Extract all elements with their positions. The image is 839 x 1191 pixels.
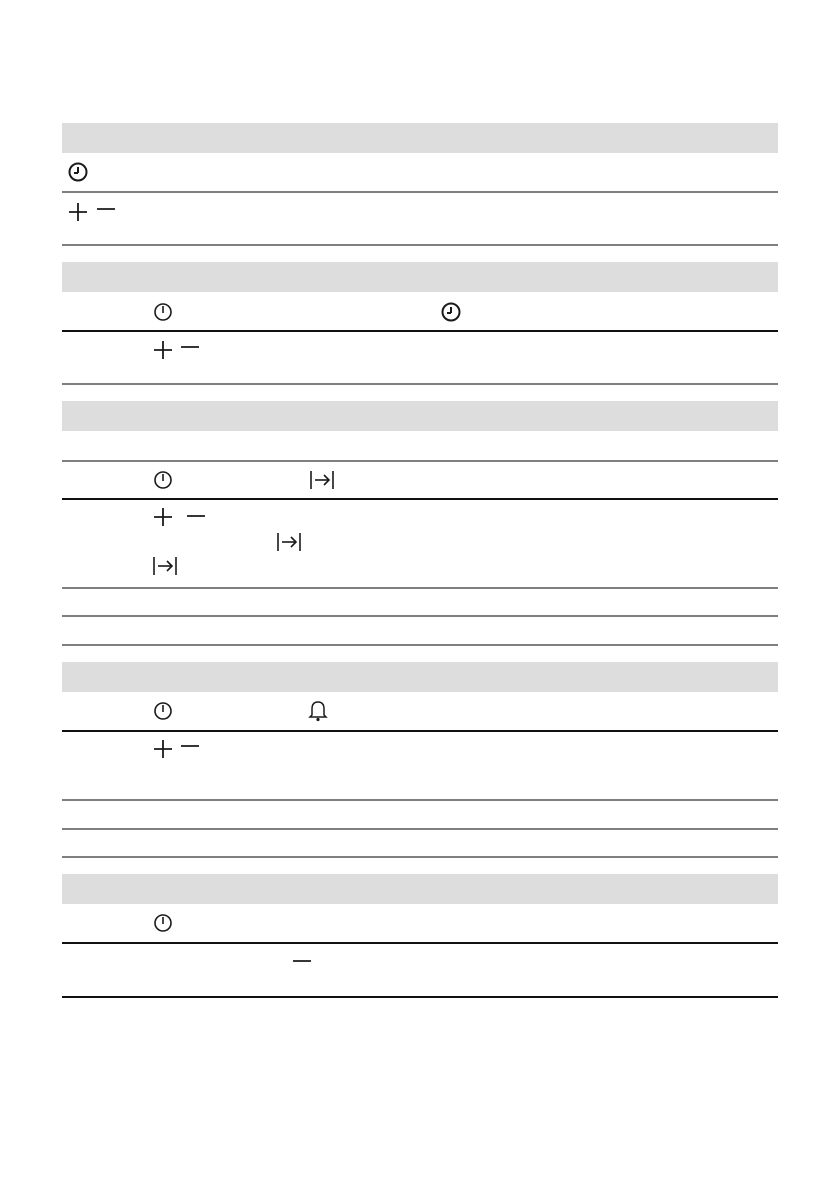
end-icon xyxy=(311,471,333,489)
plus-icon xyxy=(154,341,172,359)
section-1-header xyxy=(62,123,778,153)
plus-icon xyxy=(69,203,87,221)
clock-icon xyxy=(155,304,171,320)
end-icon xyxy=(154,557,176,575)
clock-face-icon xyxy=(443,304,460,321)
section-4-header xyxy=(62,662,778,692)
clock-icon xyxy=(155,703,171,719)
plus-icon xyxy=(154,740,172,758)
section-5-header xyxy=(62,874,778,904)
bell-icon xyxy=(310,702,326,721)
section-2-header xyxy=(62,262,778,292)
section-3-header xyxy=(62,401,778,431)
clock-icon xyxy=(155,472,171,488)
plus-icon xyxy=(154,508,172,526)
end-icon xyxy=(278,533,300,551)
clock-icon xyxy=(155,915,171,931)
clock-face-icon xyxy=(70,164,87,181)
